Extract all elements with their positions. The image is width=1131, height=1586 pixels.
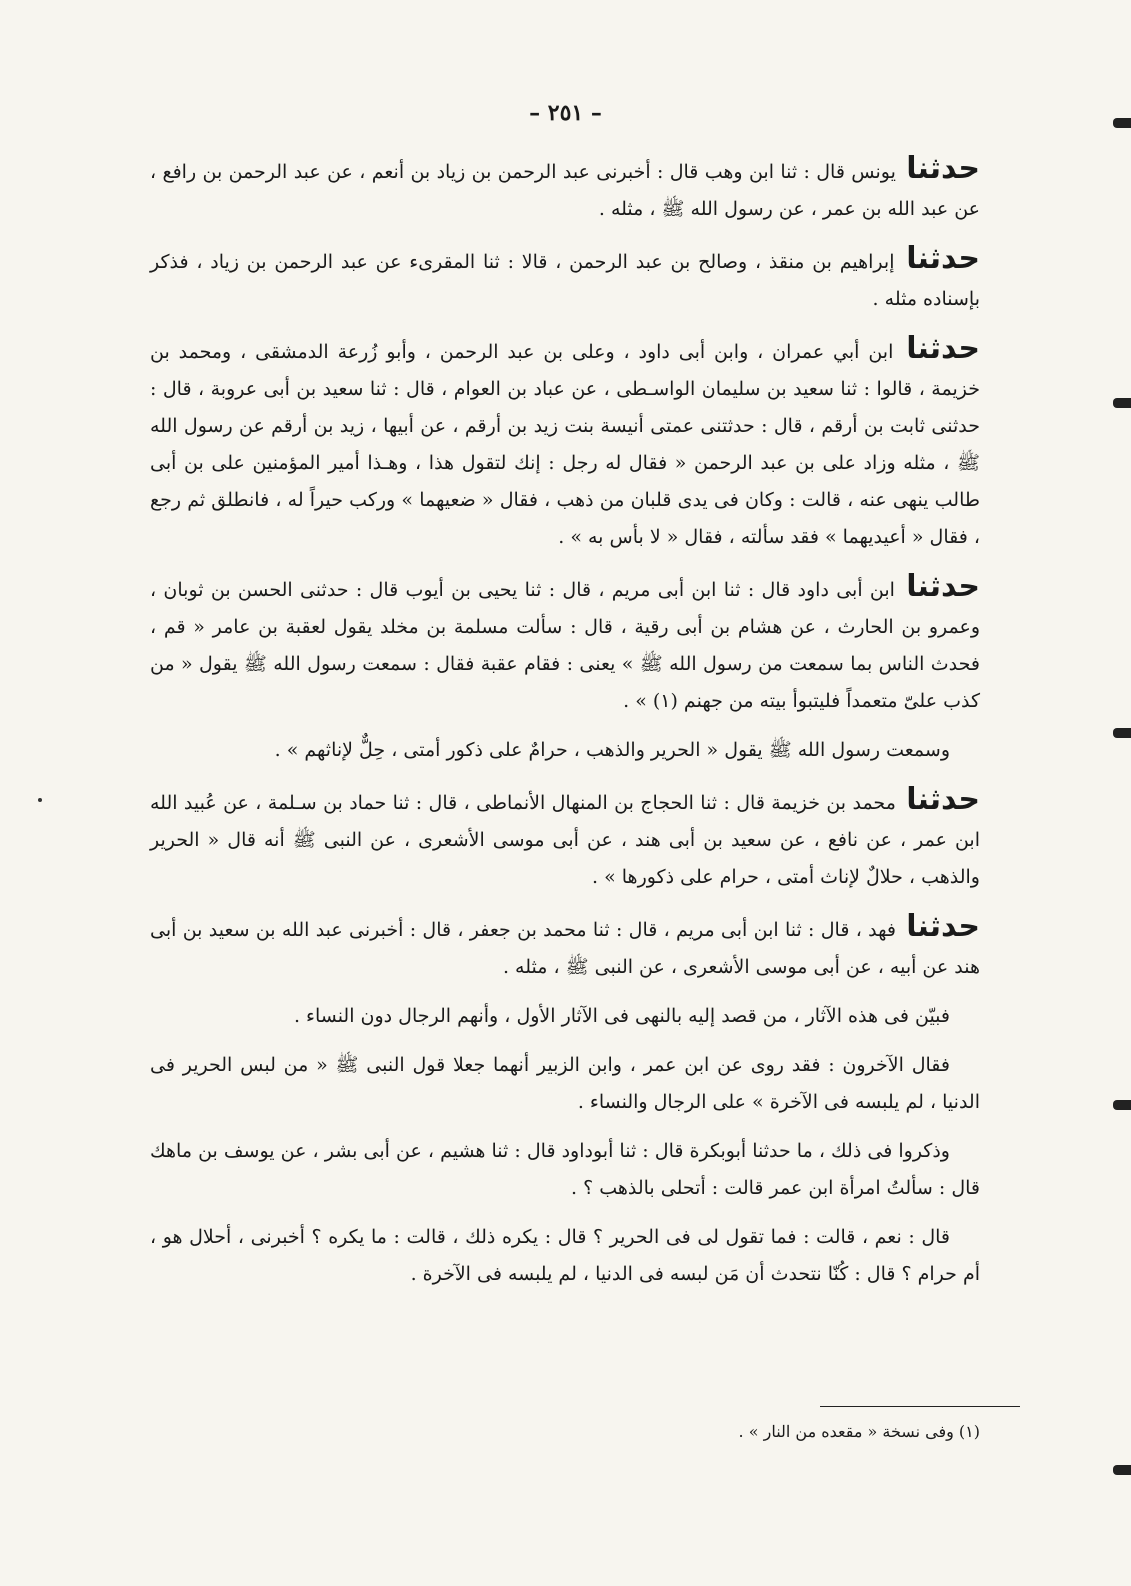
paragraph bbox=[150, 998, 980, 1035]
paragraph-text: إبراهيم بن منقذ ، وصالح بن عبد الرحمن ، قالا : ثنا المقرىء عن عبد الرحمن بن زياد ، فذكر بإسناده مثله . bbox=[150, 251, 980, 310]
scan-edge-mark bbox=[1113, 728, 1131, 738]
paragraph bbox=[150, 908, 980, 986]
haddathana-heading: حدثنا bbox=[906, 241, 980, 276]
paragraph bbox=[150, 1133, 980, 1207]
paragraph bbox=[150, 781, 980, 896]
footnote: (١) وفى نسخة « مقعده من النار » . bbox=[738, 1422, 980, 1441]
main-text bbox=[150, 150, 980, 1305]
scan-speck bbox=[38, 798, 42, 802]
paragraph-text: فهد ، قال : ثنا ابن أبى مريم ، قال : ثنا محمد بن جعفر ، قال : أخبرنى عبد الله بن سعيد بن أبى هند عن أبيه ، عن أبى موسى الأشعرى ، عن النبى ﷺ ، مثله . bbox=[150, 919, 980, 978]
paragraph-text: يونس قال : ثنا ابن وهب قال : أخبرنى عبد الرحمن بن زياد بن أنعم ، عن عبد الرحمن بن رافع ، عن عبد الله بن عمر ، عن رسول الله ﷺ ، مثله . bbox=[150, 161, 980, 220]
paragraph-text: محمد بن خزيمة قال : ثنا الحجاج بن المنهال الأنماطى ، قال : ثنا حماد بن سـلمة ، عن عُبيد الله ابن عمر ، عن نافع ، عن سعيد بن أبى هند ، عن أبى موسى الأشعرى ، عن النبى ﷺ أنه قال « الحرير والذهب ، حلالٌ لإناث أمتى ، حرام على ذكورها » . bbox=[150, 792, 980, 888]
paragraph-text: ابن أبي عمران ، وابن أبى داود ، وعلى بن عبد الرحمن ، وأبو زُرعة الدمشقى ، ومحمد بن خزيمة ، قالوا : ثنا سعيد بن سليمان الواسـطى ، عن عباد بن العوام ، قال : ثنا سعيد بن أبى عروبة ، قال : حدثنى ثابت بن أرقم ، قال : حدثتنى عمتى أنيسة بنت زيد بن أرقم ، عن أبيها ، زيد بن أرقم عن رسول الله ﷺ ، مثله وزاد على بن عبد الرحمن « فقال له رجل : إنك لتقول هذا ، وهـذا أمير المؤمنين على بن أبى طالب ينهى عنه ، قالت : وكان فى يدى قلبان من ذهب ، فقال « ضعيهما » وركب حيراً له ، فانطلق ثم رجع ، فقال « أعيديهما » فقد سألته ، فقال « لا بأس به » . bbox=[150, 341, 980, 548]
paragraph bbox=[150, 1047, 980, 1121]
paragraph bbox=[150, 1219, 980, 1293]
footnote-divider bbox=[820, 1406, 1020, 1407]
scan-edge-mark bbox=[1113, 1100, 1131, 1110]
paragraph-text: ابن أبى داود قال : ثنا ابن أبى مريم ، قال : ثنا يحيى بن أيوب قال : حدثنى الحسن بن ثوبان ، وعمرو بن الحارث ، عن هشام بن أبى رقية ، قال : سألت مسلمة بن مخلد يقول لعقبة بن عامر « قم ، فحدث الناس بما سمعت من رسول الله ﷺ » يعنى : فقام عقبة فقال : سمعت رسول الله ﷺ يقول « من كذب علىّ متعمداً فليتبوأ بيته من جهنم (١) » . bbox=[150, 579, 980, 712]
haddathana-heading: حدثنا bbox=[906, 151, 980, 186]
paragraph bbox=[150, 732, 980, 769]
haddathana-heading: حدثنا bbox=[906, 909, 980, 944]
paragraph-text: وسمعت رسول الله ﷺ يقول « الحرير والذهب ، حرامٌ على ذكور أمتى ، حِلٌّ لإناثهم » . bbox=[274, 739, 950, 761]
scan-edge-mark bbox=[1113, 1465, 1131, 1475]
haddathana-heading: حدثنا bbox=[906, 569, 980, 604]
haddathana-heading: حدثنا bbox=[906, 331, 981, 366]
paragraph-text: فقال الآخرون : فقد روى عن ابن عمر ، وابن الزبير أنهما جعلا قول النبى ﷺ « من لبس الحرير فى الدنيا ، لم يلبسه فى الآخرة » على الرجال والنساء . bbox=[150, 1054, 980, 1113]
scan-edge-mark bbox=[1113, 398, 1131, 408]
paragraph bbox=[150, 568, 980, 720]
paragraph-text: فبيّن فى هذه الآثار ، من قصد إليه بالنهى فى الآثار الأول ، وأنهم الرجال دون النساء . bbox=[293, 1005, 950, 1027]
haddathana-heading: حدثنا bbox=[906, 782, 980, 817]
paragraph bbox=[150, 150, 980, 228]
paragraph bbox=[150, 330, 980, 556]
paragraph-text: قال : نعم ، قالت : فما تقول لى فى الحرير ؟ قال : يكره ذلك ، قالت : ما يكره ؟ أخبرنى ، أحلال هو ، أم حرام ؟ قال : كُنّا نتحدث أن مَن لبسه فى الدنيا ، لم يلبسه فى الآخرة . bbox=[150, 1226, 980, 1285]
page-number: – ٢٥١ – bbox=[529, 100, 602, 126]
scan-edge-mark bbox=[1113, 118, 1131, 128]
paragraph bbox=[150, 240, 980, 318]
paragraph-text: وذكروا فى ذلك ، ما حدثنا أبوبكرة قال : ثنا أبوداود قال : ثنا هشيم ، عن أبى بشر ، عن يوسف بن ماهك قال : سألتُ امرأة ابن عمر قالت : أتحلى بالذهب ؟ . bbox=[150, 1140, 980, 1199]
